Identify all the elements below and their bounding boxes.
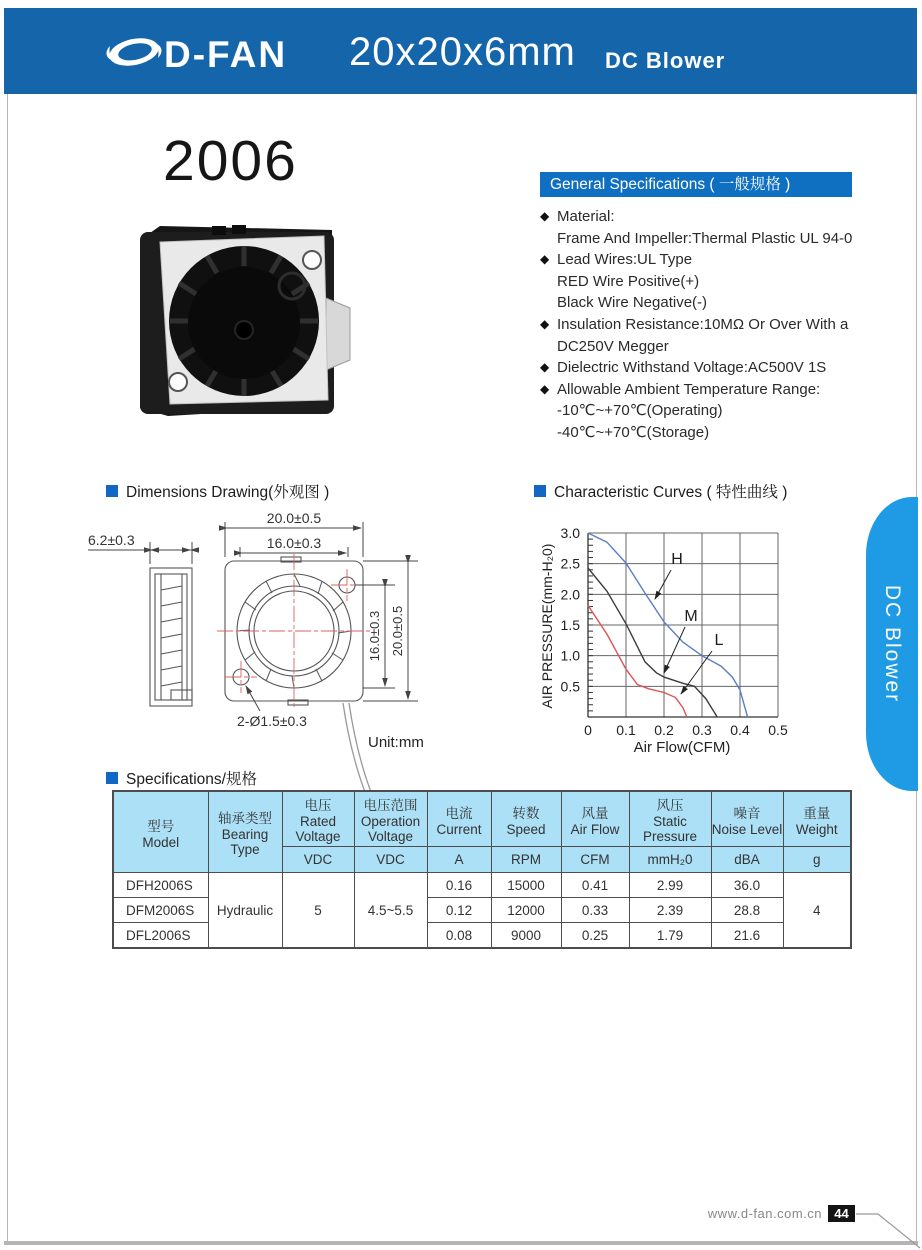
spec-item-text: -10℃~+70℃(Operating)	[557, 402, 723, 420]
col-header-air-flow: 风量 Air Flow	[561, 791, 629, 847]
curve-l	[588, 605, 687, 717]
spec-item-text: Lead Wires:UL Type	[557, 251, 693, 269]
specifications-table	[112, 790, 852, 949]
product-photo	[126, 210, 352, 436]
cell-model: DFH2006S	[113, 873, 208, 898]
spec-table-section-title: Specifications/规格	[106, 767, 257, 789]
col-header-operation-voltage: 电压范围 Operation Voltage	[354, 791, 427, 847]
unit-weight: g	[783, 847, 851, 873]
diamond-bullet-icon: ◆	[540, 252, 550, 267]
unit-static-pressure: mmH₂0	[629, 847, 711, 873]
series-label-m: M	[684, 608, 698, 625]
diamond-bullet-icon: ◆	[540, 381, 550, 396]
chart-y-axis-label: AIR PRESSURE(mm-H₂0)	[539, 543, 555, 709]
cell-speed: 12000	[491, 898, 561, 923]
spec-item	[540, 422, 880, 444]
cell-speed: 15000	[491, 873, 561, 898]
dim-holes: 2-Ø1.5±0.3	[237, 713, 307, 729]
spec-item	[540, 314, 880, 336]
cell-noise: 36.0	[711, 873, 783, 898]
cell-operation-voltage: 4.5~5.5	[354, 873, 427, 949]
model-number-title: 2006	[163, 129, 298, 193]
cell-noise: 28.8	[711, 898, 783, 923]
dimensions-drawing	[85, 498, 515, 798]
spec-item	[540, 336, 880, 358]
unit-current: A	[427, 847, 491, 873]
spec-item-text: Black Wire Negative(-)	[557, 294, 708, 312]
dim-width-inner: 16.0±0.3	[266, 535, 322, 551]
diamond-bullet-icon: ◆	[540, 360, 550, 375]
series-label-l: L	[714, 632, 724, 649]
cell-static-pressure: 1.79	[629, 923, 711, 949]
cell-current: 0.16	[427, 873, 491, 898]
svg-text:0.1: 0.1	[616, 722, 636, 738]
general-specs-list	[540, 206, 880, 444]
product-line: DC Blower	[605, 48, 726, 73]
page-number-badge: 44	[828, 1205, 855, 1222]
spec-item	[540, 292, 880, 314]
chart-x-axis-label: Air Flow(CFM)	[633, 739, 731, 756]
dim-height-outer: 20.0±0.5	[390, 605, 405, 657]
footer-corner-line	[854, 1200, 922, 1250]
brand-name: D-FAN	[164, 34, 288, 75]
svg-text:2.5: 2.5	[560, 555, 580, 572]
product-size: 20x20x6mm	[349, 30, 576, 74]
unit-noise: dBA	[711, 847, 783, 873]
unit-speed: RPM	[491, 847, 561, 873]
svg-text:1.0: 1.0	[560, 647, 580, 664]
col-header-current: 电流 Current	[427, 791, 491, 847]
category-side-tab	[866, 497, 918, 791]
spec-item	[540, 379, 880, 401]
spec-item-text: DC250V Megger	[557, 337, 669, 355]
spec-item	[540, 228, 880, 250]
page-border-left	[7, 94, 8, 1242]
cell-current: 0.12	[427, 898, 491, 923]
svg-text:0: 0	[584, 722, 592, 738]
svg-text:0.5: 0.5	[768, 722, 788, 738]
svg-text:2.0: 2.0	[560, 586, 580, 603]
dimensions-section-title: Dimensions Drawing(外观图 )	[106, 480, 329, 502]
col-header-noise: 噪音 Noise Level	[711, 791, 783, 847]
website-url: www.d-fan.com.cn	[707, 1206, 822, 1221]
spec-item-text: Frame And Impeller:Thermal Plastic UL 94-0	[557, 229, 853, 247]
side-tab-label: DC Blower	[881, 584, 904, 704]
spec-item	[540, 249, 880, 271]
col-header-speed: 转数 Speed	[491, 791, 561, 847]
dim-height-inner: 16.0±0.3	[367, 610, 382, 662]
spec-item-text: Allowable Ambient Temperature Range:	[557, 380, 821, 398]
cell-rated-voltage: 5	[282, 873, 354, 949]
col-header-static-pressure: 风压 Static Pressure	[629, 791, 711, 847]
spec-item	[540, 206, 880, 228]
unit-operation-voltage: VDC	[354, 847, 427, 873]
cell-speed: 9000	[491, 923, 561, 949]
svg-text:0.4: 0.4	[730, 722, 750, 738]
page-border-bottom	[4, 1241, 918, 1245]
cell-static-pressure: 2.99	[629, 873, 711, 898]
cell-air-flow: 0.41	[561, 873, 629, 898]
general-specs-header: General Specifications ( 一般规格 )	[540, 172, 852, 197]
col-header-rated-voltage: 电压 Rated Voltage	[282, 791, 354, 847]
spec-item-text: RED Wire Positive(+)	[557, 272, 700, 290]
svg-text:0.3: 0.3	[692, 722, 712, 738]
cell-bearing: Hydraulic	[208, 873, 282, 949]
spec-item-text: Insulation Resistance:10MΩ Or Over With a	[557, 315, 849, 333]
cell-model: DFM2006S	[113, 898, 208, 923]
unit-air-flow: CFM	[561, 847, 629, 873]
unit-note: Unit:mm	[368, 734, 424, 751]
cell-weight: 4	[783, 873, 851, 949]
svg-text:1.5: 1.5	[560, 617, 580, 633]
cell-noise: 21.6	[711, 923, 783, 949]
dim-width-outer: 20.0±0.5	[266, 510, 322, 526]
curves-section-title: Characteristic Curves ( 特性曲线 )	[534, 480, 787, 502]
chart-grid	[588, 533, 778, 717]
diamond-bullet-icon: ◆	[540, 316, 550, 331]
spec-item	[540, 357, 880, 379]
table-row	[113, 873, 851, 898]
svg-text:3.0: 3.0	[560, 525, 580, 541]
spec-item-text: Dielectric Withstand Voltage:AC500V 1S	[557, 359, 827, 377]
cell-air-flow: 0.33	[561, 898, 629, 923]
spec-item	[540, 271, 880, 293]
header-bar	[4, 8, 917, 94]
diamond-bullet-icon: ◆	[540, 209, 550, 223]
col-header-weight: 重量 Weight	[783, 791, 851, 847]
svg-text:0.2: 0.2	[654, 722, 674, 738]
cell-air-flow: 0.25	[561, 923, 629, 949]
unit-rated-voltage: VDC	[282, 847, 354, 873]
dfan-logo-icon	[104, 32, 164, 72]
curve-m	[588, 568, 717, 717]
cell-static-pressure: 2.39	[629, 898, 711, 923]
section-bullet-icon	[106, 485, 118, 497]
col-header-model: 型号 Model	[113, 791, 208, 873]
series-label-h: H	[671, 551, 683, 568]
spec-item-text: Material:	[557, 208, 615, 225]
characteristic-curves-chart	[538, 498, 868, 764]
svg-text:0.5: 0.5	[560, 678, 580, 695]
spec-item-text: -40℃~+70℃(Storage)	[557, 423, 710, 441]
cell-model: DFL2006S	[113, 923, 208, 949]
cell-current: 0.08	[427, 923, 491, 949]
col-header-bearing: 轴承类型 Bearing Type	[208, 791, 282, 873]
dim-depth: 6.2±0.3	[88, 532, 135, 548]
spec-item	[540, 400, 880, 422]
section-bullet-icon	[534, 485, 546, 497]
